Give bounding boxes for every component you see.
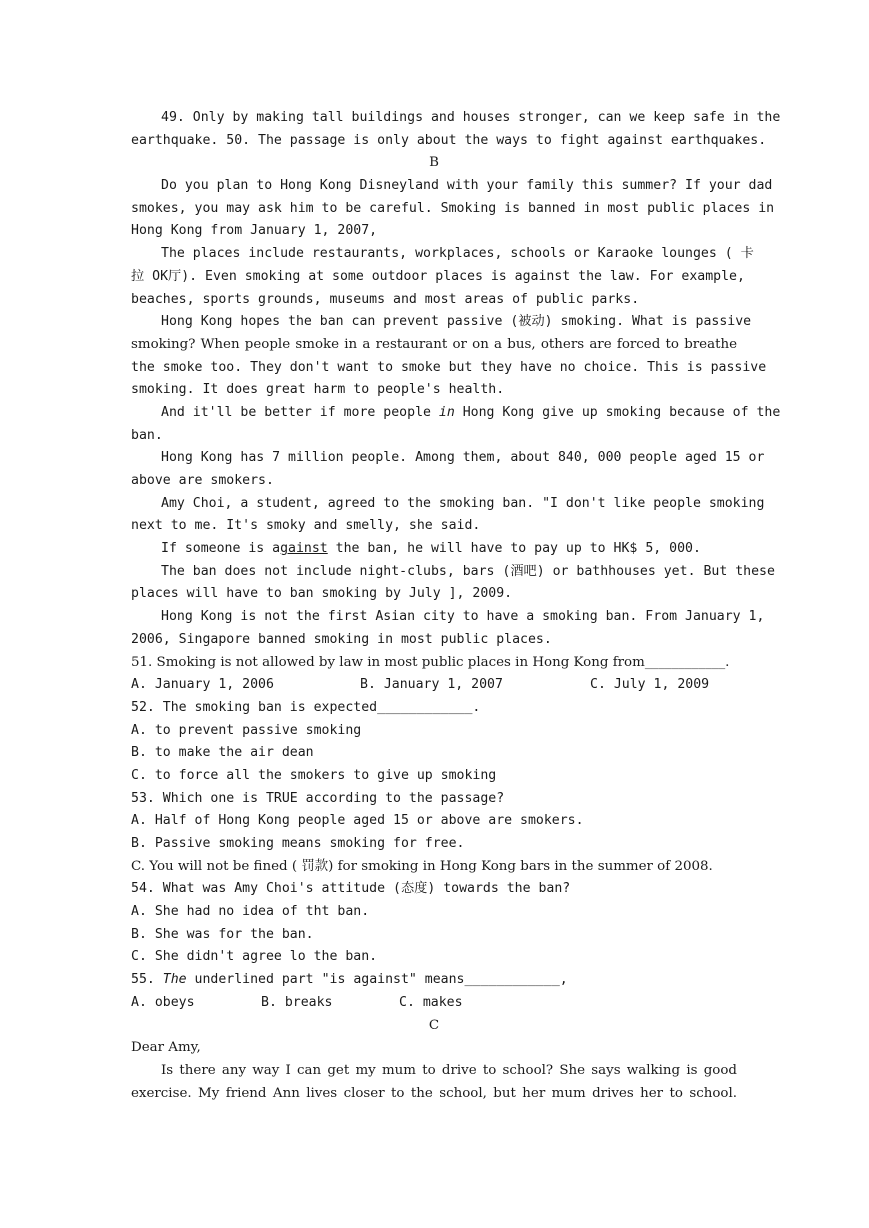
italic-the: The — [162, 972, 187, 988]
option-c: C. She didn't agree lo the ban. — [131, 949, 378, 965]
letter-paragraph: Is there any way I can get my mum to drive to school? She says walking is good exercise. My friend Ann lives closer to the school, but her mum drives her to school. — [131, 1062, 737, 1101]
question-51: 51. Smoking is not allowed by law in most public places in Hong Kong from____________. — [131, 654, 730, 670]
underlined-against: gainst — [280, 541, 328, 557]
option-b: B. to make the air dean — [131, 745, 314, 761]
option-c: C. to force all the smokers to give up smoking — [131, 767, 497, 783]
paragraph-disneyland: Do you plan to Hong Kong Disneyland with your family this summer? If your dad smokes, you may ask him to be careful. Smoking is banned in most public places in Hong Kong from January 1, 2007, — [131, 178, 775, 239]
option-c: C. July 1, 2009 — [590, 677, 710, 693]
option-a: A. Half of Hong Kong people aged 15 or above are smokers. — [131, 813, 584, 829]
question-51-options — [131, 674, 737, 697]
question-49-line-1: 49. Only by making tall buildings and houses stronger, can we keep safe in the — [161, 110, 781, 125]
option-a: A. to prevent passive smoking — [131, 722, 362, 738]
paragraph-singapore: Hong Kong is not the first Asian city to have a smoking ban. From January 1, 2006, Singapore banned smoking in most public places. — [131, 609, 765, 647]
paragraph-bars: The ban does not include night-clubs, bars (酒吧) or bathhouses yet. But these places will have to ban smoking by July ], 2009. — [131, 563, 775, 602]
option-b: B. She was for the ban. — [131, 926, 314, 942]
question-55: 55. The underlined part "is against" means____________, — [131, 972, 568, 988]
question-49-50-line-2: earthquake. 50. The passage is only about the ways to fight against earthquakes. — [131, 132, 767, 148]
paragraph-amy-choi: Amy Choi, a student, agreed to the smoking ban. "I don't like people smoking next to me. It's smoky and smelly, she said. — [131, 495, 765, 534]
option-c: C. You will not be fined ( 罚款) for smoking in Hong Kong bars in the summer of 2008. — [131, 858, 713, 874]
question-54: 54. What was Amy Choi's attitude (态度) towards the ban? — [131, 881, 571, 897]
paragraph-passive-smoking: Hong Kong hopes the ban can prevent passive (被动) smoking. What is passive smoking? When people smoke in a restaurant or on a bus, others are forced to breathe the smoke too. They don't want to smoke but they have no choice. This is passive smoking. It does great harm to people's health. — [131, 314, 767, 398]
document-page — [131, 107, 781, 1105]
paragraph-fine: If someone is against the ban, he will have to pay up to HK$ 5, 000. — [161, 541, 701, 557]
section-b-heading: B — [429, 155, 439, 171]
paragraph-give-up: And it'll be better if more people in Hong Kong give up smoking because of the ban. — [131, 404, 781, 443]
option-a: A. January 1, 2006 — [131, 677, 274, 693]
option-b: B. Passive smoking means smoking for free. — [131, 836, 465, 851]
section-c-heading: C — [428, 1017, 440, 1033]
paragraph-places: The places include restaurants, workplaces, schools or Karaoke lounges ( 卡 拉 OK厅). Even smoking at some outdoor places is against the law. For example, beaches, sports grounds, museums and most areas of public parks. — [131, 246, 754, 307]
letter-greeting: Dear Amy, — [131, 1040, 201, 1056]
option-b: B. January 1, 2007 — [360, 677, 503, 693]
question-53: 53. Which one is TRUE according to the passage? — [131, 790, 505, 806]
italic-in: in — [438, 404, 455, 420]
option-a: A. obeys — [131, 994, 195, 1010]
option-c: C. makes — [399, 994, 463, 1010]
option-a: A. She had no idea of tht ban. — [131, 904, 370, 920]
paragraph-population: Hong Kong has 7 million people. Among them, about 840, 000 people aged 15 or above are smokers. — [131, 450, 765, 488]
option-b: B. breaks — [261, 994, 333, 1010]
question-52: 52. The smoking ban is expected____________. — [131, 699, 481, 715]
question-55-options — [131, 992, 737, 1015]
